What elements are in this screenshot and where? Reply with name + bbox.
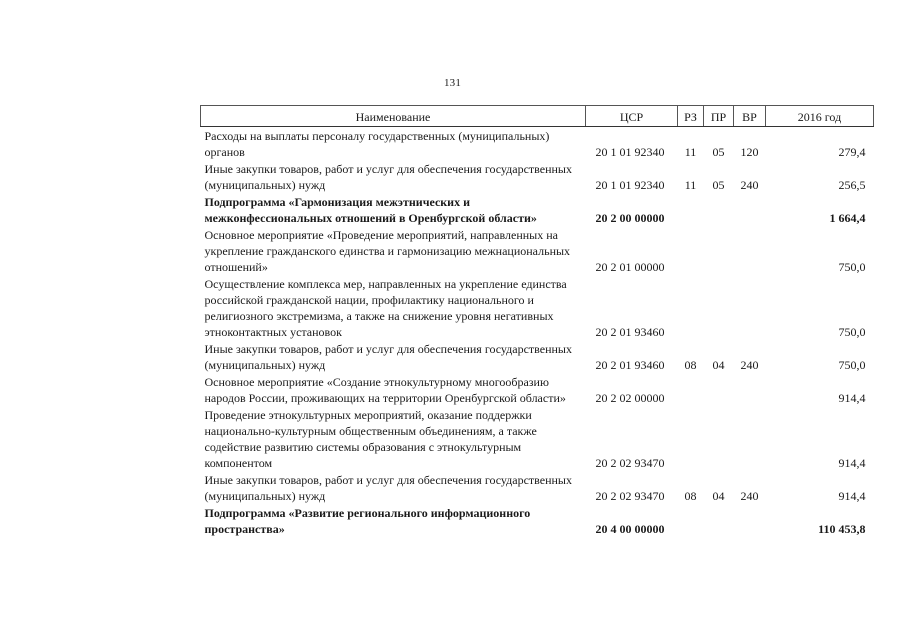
budget-table xyxy=(200,105,874,537)
row-vr xyxy=(734,406,766,471)
header-rz: РЗ xyxy=(678,106,704,127)
row-vr xyxy=(734,193,766,226)
row-csr: 20 4 00 00000 xyxy=(595,522,665,536)
row-vr xyxy=(734,373,766,406)
row-pr xyxy=(704,373,734,406)
table-row xyxy=(201,275,874,340)
header-name: Наименование xyxy=(201,106,586,127)
row-rz xyxy=(678,275,704,340)
table-header xyxy=(201,106,874,127)
table-row xyxy=(201,160,874,193)
row-csr: 20 2 02 00000 xyxy=(595,391,665,405)
row-pr: 05 xyxy=(712,178,725,192)
row-vr: 240 xyxy=(740,489,759,503)
row-pr xyxy=(704,275,734,340)
row-pr: 04 xyxy=(712,489,725,503)
row-vr xyxy=(734,275,766,340)
row-vr: 240 xyxy=(740,178,759,192)
table-row xyxy=(201,406,874,471)
row-rz xyxy=(678,193,704,226)
row-rz xyxy=(678,406,704,471)
row-amount: 914,4 xyxy=(838,456,866,470)
row-amount: 1 664,4 xyxy=(829,211,866,225)
table-row-subprogram xyxy=(201,504,874,537)
page-number: 131 xyxy=(443,77,462,89)
row-rz: 11 xyxy=(684,178,697,192)
header-pr: ПР xyxy=(704,106,734,127)
row-amount: 914,4 xyxy=(838,391,866,405)
row-name: Расходы на выплаты персоналу государственных (муниципальных) органов xyxy=(204,129,550,159)
row-pr xyxy=(704,226,734,275)
row-csr: 20 2 01 93460 xyxy=(595,358,665,372)
row-name: Основное мероприятие «Создание этнокультурному многообразию народов России, проживающих на территории Оренбургской области» xyxy=(204,375,566,405)
row-csr: 20 2 00 00000 xyxy=(595,211,665,225)
row-csr: 20 1 01 92340 xyxy=(595,178,665,192)
row-name: Подпрограмма «Развитие регионального информационного пространства» xyxy=(204,506,531,536)
table-row xyxy=(201,340,874,373)
row-csr: 20 2 01 00000 xyxy=(595,260,665,274)
row-rz: 08 xyxy=(684,489,697,503)
row-amount: 750,0 xyxy=(838,325,866,339)
header-row xyxy=(201,106,874,127)
row-rz xyxy=(678,373,704,406)
row-amount: 750,0 xyxy=(838,260,866,274)
row-name: Основное мероприятие «Проведение мероприятий, направленных на укрепление гражданского единства и гармонизацию межнациональных отношений» xyxy=(204,228,571,274)
row-vr: 240 xyxy=(740,358,759,372)
row-name: Иные закупки товаров, работ и услуг для обеспечения государственных (муниципальных) нужд xyxy=(204,162,572,192)
table-row xyxy=(201,226,874,275)
row-name: Осуществление комплекса мер, направленных на укрепление единства российской гражданской нации, профилактику национального и религиозного экстремизма, а также на снижение уровня негативных этноконтактных установок xyxy=(204,277,567,339)
row-pr: 04 xyxy=(712,358,725,372)
row-name: Иные закупки товаров, работ и услуг для обеспечения государственных (муниципальных) нужд xyxy=(204,473,572,503)
row-rz: 08 xyxy=(684,358,697,372)
row-pr: 05 xyxy=(712,145,725,159)
row-csr: 20 2 01 93460 xyxy=(595,325,665,339)
table-row xyxy=(201,127,874,161)
row-amount: 750,0 xyxy=(838,358,866,372)
table-row xyxy=(201,373,874,406)
row-vr xyxy=(734,504,766,537)
row-csr: 20 1 01 92340 xyxy=(595,145,665,159)
row-amount: 279,4 xyxy=(838,145,866,159)
header-year: 2016 год xyxy=(766,106,874,127)
row-csr: 20 2 02 93470 xyxy=(595,456,665,470)
row-vr xyxy=(734,226,766,275)
table-row xyxy=(201,471,874,504)
row-amount: 256,5 xyxy=(838,178,866,192)
header-csr: ЦСР xyxy=(586,106,678,127)
row-csr: 20 2 02 93470 xyxy=(595,489,665,503)
row-vr: 120 xyxy=(740,145,759,159)
row-rz xyxy=(678,504,704,537)
row-name: Иные закупки товаров, работ и услуг для обеспечения государственных (муниципальных) нужд xyxy=(204,342,572,372)
row-rz xyxy=(678,226,704,275)
table-body xyxy=(201,127,874,538)
header-vr: ВР xyxy=(734,106,766,127)
row-pr xyxy=(704,193,734,226)
table-row-subprogram xyxy=(201,193,874,226)
row-pr xyxy=(704,406,734,471)
row-amount: 110 453,8 xyxy=(818,522,866,536)
row-amount: 914,4 xyxy=(838,489,866,503)
row-pr xyxy=(704,504,734,537)
row-name: Проведение этнокультурных мероприятий, оказание поддержки национально-культурным общественным объединениям, а также содействие развитию системы образования с этнокультурным компонентом xyxy=(204,408,537,470)
row-name: Подпрограмма «Гармонизация межэтнических и межконфессиональных отношений в Оренбургской области» xyxy=(204,195,537,225)
row-rz: 11 xyxy=(684,145,697,159)
